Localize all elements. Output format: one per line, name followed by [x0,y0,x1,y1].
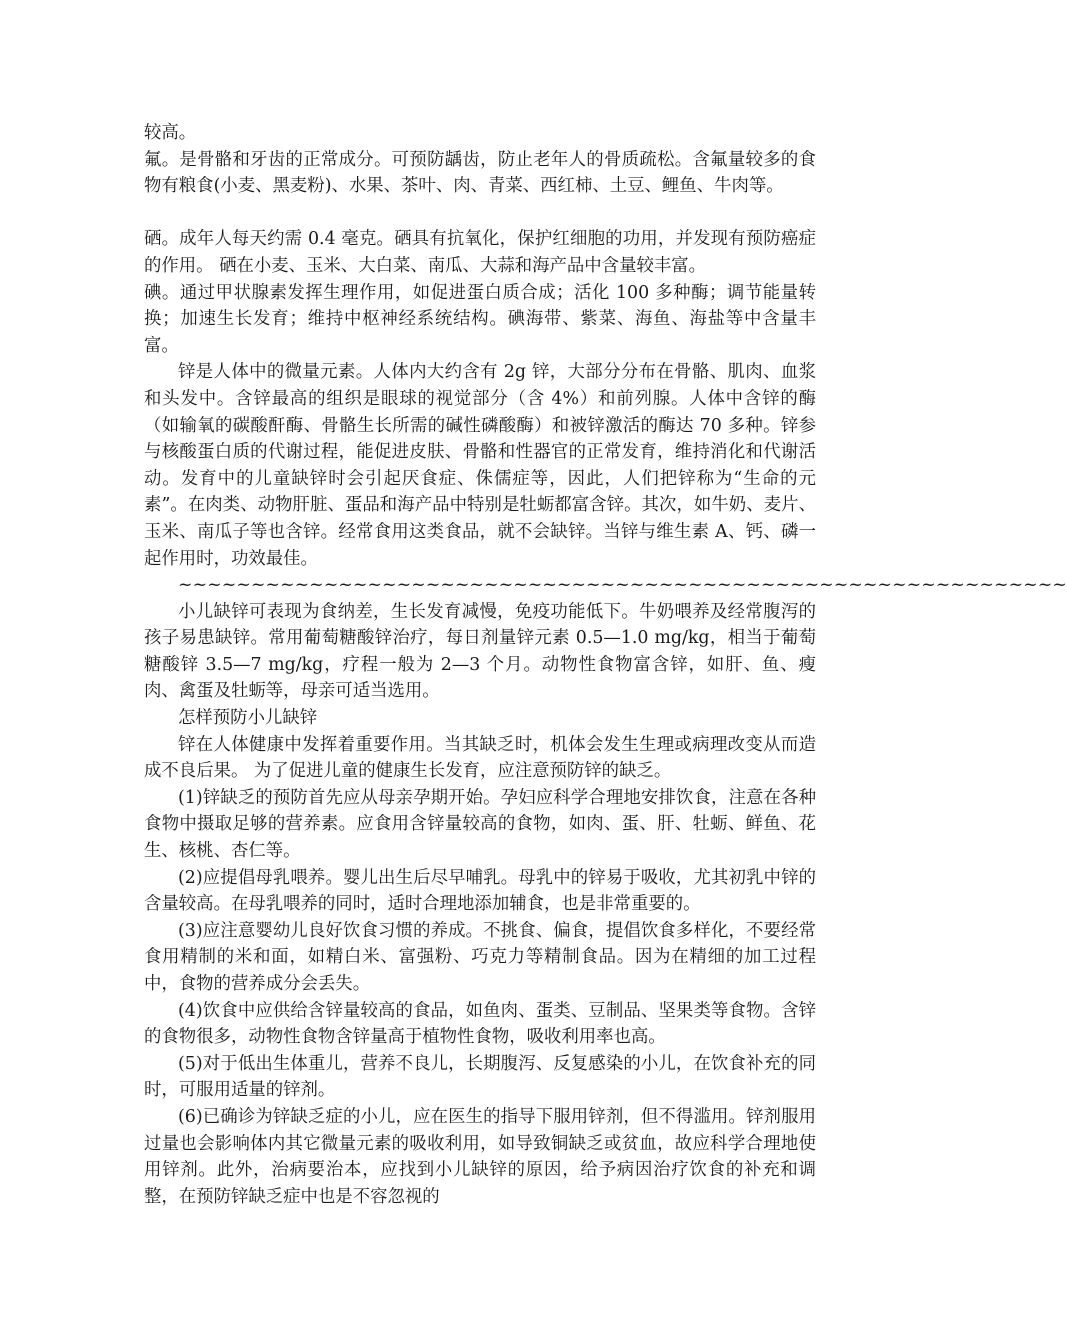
list-item-5: (5)对于低出生体重儿，营养不良儿，长期腹泻、反复感染的小儿，在饮食补充的同时，可服用适量的锌剂。 [144,1053,816,1101]
paragraph-selenium: 硒。成年人每天约需 0.4 毫克。硒具有抗氧化，保护红细胞的功用，并发现有预防癌症的作用。 硒在小麦、玉米、大白菜、南瓜、大蒜和海产品中含量较丰富。 [144,229,816,276]
list-item-4: (4)饮食中应供给含锌量较高的食品，如鱼肉、蛋类、豆制品、坚果类等食物。含锌的食物很多，动物性食物含锌量高于植物性食物，吸收利用率也高。 [144,1000,816,1048]
list-item-1: (1)锌缺乏的预防首先应从母亲孕期开始。孕妇应科学合理地安排饮食，注意在各种食物中摄取足够的营养素。应食用含锌量较高的食物，如肉、蛋、肝、牡蛎、鲜鱼、花生、核桃、杏仁等。 [144,787,816,862]
list-item-2: (2)应提倡母乳喂养。婴儿出生后尽早哺乳。母乳中的锌易于吸收，尤其初乳中锌的含量较高。在母乳喂养的同时，适时合理地添加辅食，也是非常重要的。 [144,867,816,915]
paragraph-child-zinc-deficiency: 小儿缺锌可表现为食纳差，生长发育减慢，免疫功能低下。牛奶喂养及经常腹泻的孩子易患缺锌。常用葡萄糖酸锌治疗，每日剂量锌元素 0.5—1.0 mg/kg，相当于葡萄糖酸锌 3.5—7 mg/kg，疗程一般为 2—3 个月。动物性食物富含锌，如肝、鱼、瘦肉、禽蛋及牡蛎等，母亲可适当选用。 [144,601,816,702]
list-item-3: (3)应注意婴幼儿良好饮食习惯的养成。不挑食、偏食，提倡饮食多样化，不要经常食用精制的米和面，如精白米、富强粉、巧克力等精制食品。因为在精细的加工过程中，食物的营养成分会丢失。 [144,920,816,994]
paragraph-fluorine: 氟。是骨骼和牙齿的正常成分。可预防龋齿，防止老年人的骨质疏松。含氟量较多的食物有粮食(小麦、黑麦粉)、水果、茶叶、肉、青菜、西红柿、土豆、鲤鱼、牛肉等。 [144,149,816,197]
paragraph-iodine: 碘。通过甲状腺素发挥生理作用，如促进蛋白质合成；活化 100 多种酶；调节能量转换；加速生长发育；维持中枢神经系统结构。碘海带、紫菜、海鱼、海盐等中含量丰富。 [144,282,816,356]
paragraph-zinc-intro: 锌是人体中的微量元素。人体内大约含有 2g 锌，大部分分布在骨骼、肌肉、血浆和头发中。含锌最高的组织是眼球的视觉部分（含 4%）和前列腺。人体中含锌的酶（如输氧的碳酸酐酶、骨骼生长所需的碱性磷酸酶）和被锌激活的酶达 70 多种。锌参与核酸蛋白质的代谢过程，能促进皮肤、骨骼和性器官的正常发育，维持消化和代谢活动。发育中的儿童缺锌时会引起厌食症、侏儒症等，因此，人们把锌称为“生命的元素”。在肉类、动物肝脏、蛋品和海产品中特别是牡蛎都富含锌。其次，如牛奶、麦片、玉米、南瓜子等也含锌。经常食用这类食品，就不会缺锌。当锌与维生素 A、钙、磷一起作用时，功效最佳。 [144,362,816,569]
paragraph-prevention-intro: 锌在人体健康中发挥着重要作用。当其缺乏时，机体会发生生理或病理改变从而造成不良后果。 为了促进儿童的健康生长发育，应注意预防锌的缺乏。 [144,734,816,782]
section-heading-prevention: 怎样预防小儿缺锌 [178,708,318,729]
tilde-divider: ~~~~~~~~~~~~~~~~~~~~~~~~~~~~~~~~~~~~~~~~~~~~~~~~~~~~~~~~~~~~~ [178,575,1067,596]
document-page [144,120,1067,1210]
paragraph-continuation: 较高。 [144,123,197,143]
list-item-6: (6)已确诊为锌缺乏症的小儿，应在医生的指导下服用锌剂，但不得滥用。锌剂服用过量也会影响体内其它微量元素的吸收利用，如导致铜缺乏或贫血，故应科学合理地使用锌剂。此外，治病要治本，应找到小儿缺锌的原因，给予病因治疗饮食的补充和调整，在预防锌缺乏症中也是不容忽视的 [144,1106,816,1207]
